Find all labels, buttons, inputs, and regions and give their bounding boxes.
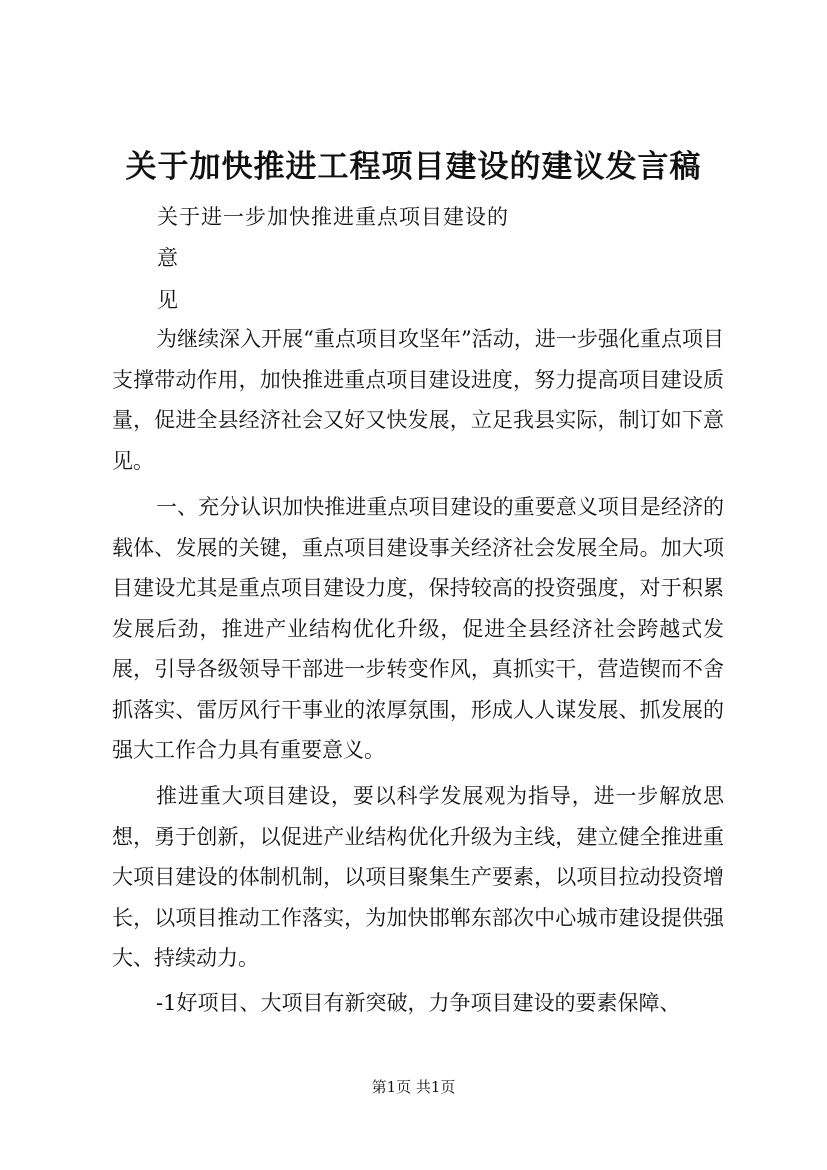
subtitle-char-1: 意 [157, 246, 178, 270]
paragraph-section-one: 一、充分认识加快推进重点项目建设的重要意义项目是经济的载体、发展的关键，重点项目建设事关经济社会发展全局。加大项目建设尤其是重点项目建设力度，保持较高的投资强度，对于积累发展后劲，推进产业结构优化升级，促进全县经济社会跨越式发展，引导各级领导干部进一步转变作风，真抓实干，营造锲而不舍抓落实、雷厉风行干事业的浓厚氛围，形成人人谋发展、抓发展的强大工作合力具有重要意义。 [112, 495, 724, 762]
document-subtitle: 关于进一步加快推进重点项目建设的 [157, 205, 509, 229]
page-footer: 第1页 共1页 [371, 1078, 456, 1096]
paragraph-guidance: 推进重大项目建设，要以科学发展观为指导，进一步解放思想，勇于创新，以促进产业结构优化升级为主线，建立健全推进重大项目建设的体制机制，以项目聚集生产要素，以项目拉动投资增长，以项目推动工作落实，为加快邯郸东部次中心城市建设提供强大、持续动力。 [112, 784, 724, 970]
paragraph-goals: -1好项目、大项目有新突破，力争项目建设的要素保障、 [156, 991, 681, 1015]
subtitle-char-2: 见 [157, 288, 178, 312]
document-title: 关于加快推进工程项目建设的建议发言稿 [125, 149, 702, 185]
paragraph-intro: 为继续深入开展“重点项目攻坚年”活动，进一步强化重点项目支撑带动作用，加快推进重点项目建设进度，努力提高项目建设质量，促进全县经济社会又好又快发展，立足我县实际，制订如下意见。 [112, 327, 724, 473]
